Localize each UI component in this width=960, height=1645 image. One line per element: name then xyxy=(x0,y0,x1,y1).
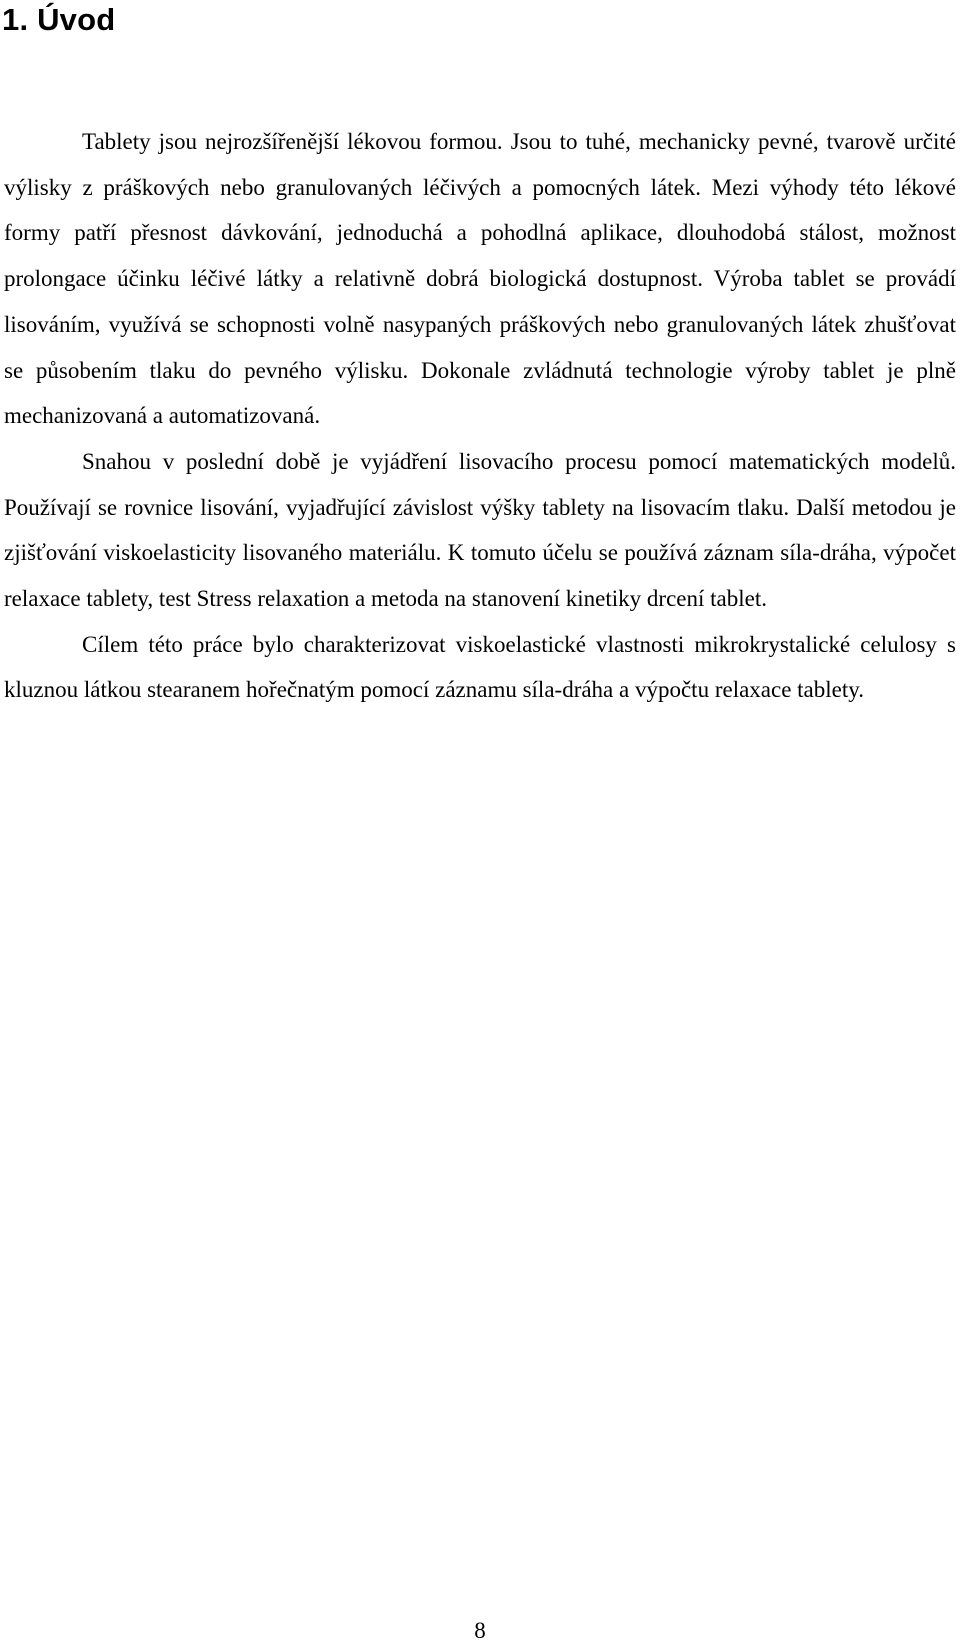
paragraph-3: Cílem této práce bylo charakterizovat viskoelastické vlastnosti mikrokrystalické celulosy s kluznou látkou stearanem hořečnatým pomocí záznamu síla-dráha a výpočtu relaxace tablety. xyxy=(4,631,956,703)
paragraph-2: Snahou v poslední době je vyjádření lisovacího procesu pomocí matematických modelů. Používají se rovnice lisování, vyjadřující závislost výšky tablety na lisovacím tlaku. Další metodou je zjišťování viskoelasticity lisovaného materiálu. K tomuto účelu se používá záznam síla-dráha, výpočet relaxace tablety, test Stress relaxation a metoda na stanovení kinetiky drcení tablet. xyxy=(4,448,956,612)
body-text xyxy=(4,119,956,713)
page-number: 8 xyxy=(474,1618,486,1643)
section-heading: 1. Úvod xyxy=(2,2,116,37)
paragraph-1: Tablety jsou nejrozšířenější lékovou formou. Jsou to tuhé, mechanicky pevné, tvarově určité výlisky z práškových nebo granulovaných léčivých a pomocných látek. Mezi výhody této lékové formy patří přesnost dávkování, jednoduchá a pohodlná aplikace, dlouhodobá stálost, možnost prolongace účinku léčivé látky a relativně dobrá biologická dostupnost. Výroba tablet se provádí lisováním, využívá se schopnosti volně nasypaných práškových nebo granulovaných látek zhušťovat se působením tlaku do pevného výlisku. Dokonale zvládnutá technologie výroby tablet je plně mechanizovaná a automatizovaná. xyxy=(4,129,956,429)
